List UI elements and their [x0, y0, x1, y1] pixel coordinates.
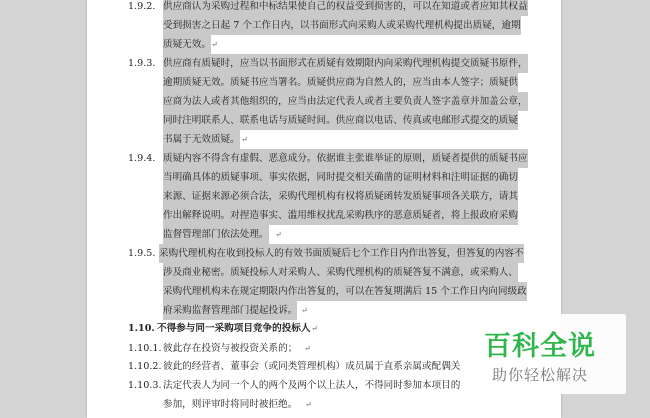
- paragraph-mark: ↵: [301, 306, 308, 315]
- clause-text: 当明确具体的质疑事项、事实依据，同时提交相关确凿的证明材料和注明证据的确切: [163, 168, 518, 187]
- clause-text: 彼此存在投资与被投资关系的；: [163, 343, 298, 354]
- clause-text: 书属于无效质疑。: [163, 130, 240, 149]
- clause-number: 1.10.2.: [128, 361, 162, 372]
- clause-text: 同时注明联系人、联系电话与质疑时间。供应商以电话、传真或电邮形式提交的质疑: [163, 111, 518, 130]
- clause-number: 1.9.4.: [128, 153, 156, 164]
- paragraph-mark: ↵: [241, 135, 248, 144]
- clause-number: 1.9.2.: [128, 1, 156, 12]
- clause-text: 应商为法人或者其他组织的，应当由法定代表人或者主要负责人签字盖章并加盖公章，: [163, 92, 528, 111]
- paragraph-mark: ↵: [305, 400, 312, 409]
- clause-number: 1.9.5.: [128, 248, 156, 259]
- clause-text: 彼此的经营者、董事会（或同类管理机构）成员属于直系亲属或配偶关: [163, 361, 461, 372]
- clause-text: 供应商有质疑时，应当以书面形式在质疑有效期限内向采购代理机构提交质疑书原件，: [163, 54, 528, 73]
- clause-text: 参加，则评审时将同时被拒绝。: [163, 399, 298, 410]
- clause-text: 质疑无效。: [163, 35, 211, 54]
- clause-text: 法定代表人为同一个人的两个及两个以上法人，不得同时参加本项目的: [163, 380, 461, 391]
- clause-text: 受到损害之日起 7 个工作日内，以书面形式向采购人或采购代理机构提出质疑，逾期: [163, 16, 521, 35]
- paragraph-mark: ↵: [311, 324, 318, 333]
- paragraph-mark: ↵: [275, 230, 282, 239]
- watermark-subtitle: 助你轻松解决: [492, 366, 589, 384]
- clause-text: 涉及商业秘密。质疑投标人对采购人、采购代理机构的质疑答复不满意，或采购人、: [163, 263, 518, 282]
- clause-text: 采购代理机构未在规定期限内作出答复的，可以在答复期满后 15 个工作日内向同级政: [163, 282, 527, 301]
- watermark-logo: [470, 314, 626, 394]
- clause-text: 逾期质疑无效。质疑书应当署名。质疑供应商为自然人的，应当由本人签字；质疑供: [163, 73, 518, 92]
- clause-text: 采购代理机构在收到投标人的有效书面质疑后七个工作日内作出答复，但答复的内容不: [159, 244, 524, 263]
- clause-text: 质疑内容不得含有虚假、恶意成分。依据谁主张谁举证的原则，质疑者提供的质疑书应: [163, 149, 528, 168]
- paragraph-mark: ↵: [211, 40, 218, 49]
- clause-text: 府采购监督管理部门提起投诉。: [163, 301, 297, 320]
- watermark-title: 百科全说: [484, 331, 596, 362]
- clause-number: 1.10.1.: [128, 343, 162, 354]
- section-number: 1.10.: [128, 323, 155, 334]
- clause-number: 1.9.3.: [128, 58, 156, 69]
- clause-number: 1.10.3.: [128, 380, 162, 391]
- clause-text: 监督管理部门依法处理。: [163, 225, 269, 244]
- clause-text: 来源、证据来源必须合法，采购代理机构有权将质疑函转发质疑事项各关联方，请其: [163, 187, 518, 206]
- clause-text: 供应商认为采购过程和中标结果使自己的权益受到损害的，可以在知道或者应知其权益: [163, 0, 528, 16]
- paragraph-mark: ↵: [304, 344, 311, 353]
- section-heading: 不得参与同一采购项目竞争的投标人: [157, 323, 311, 334]
- clause-text: 作出解释说明。对捏造事实、滥用维权扰乱采购秩序的恶意质疑者，将上报政府采购: [163, 206, 518, 225]
